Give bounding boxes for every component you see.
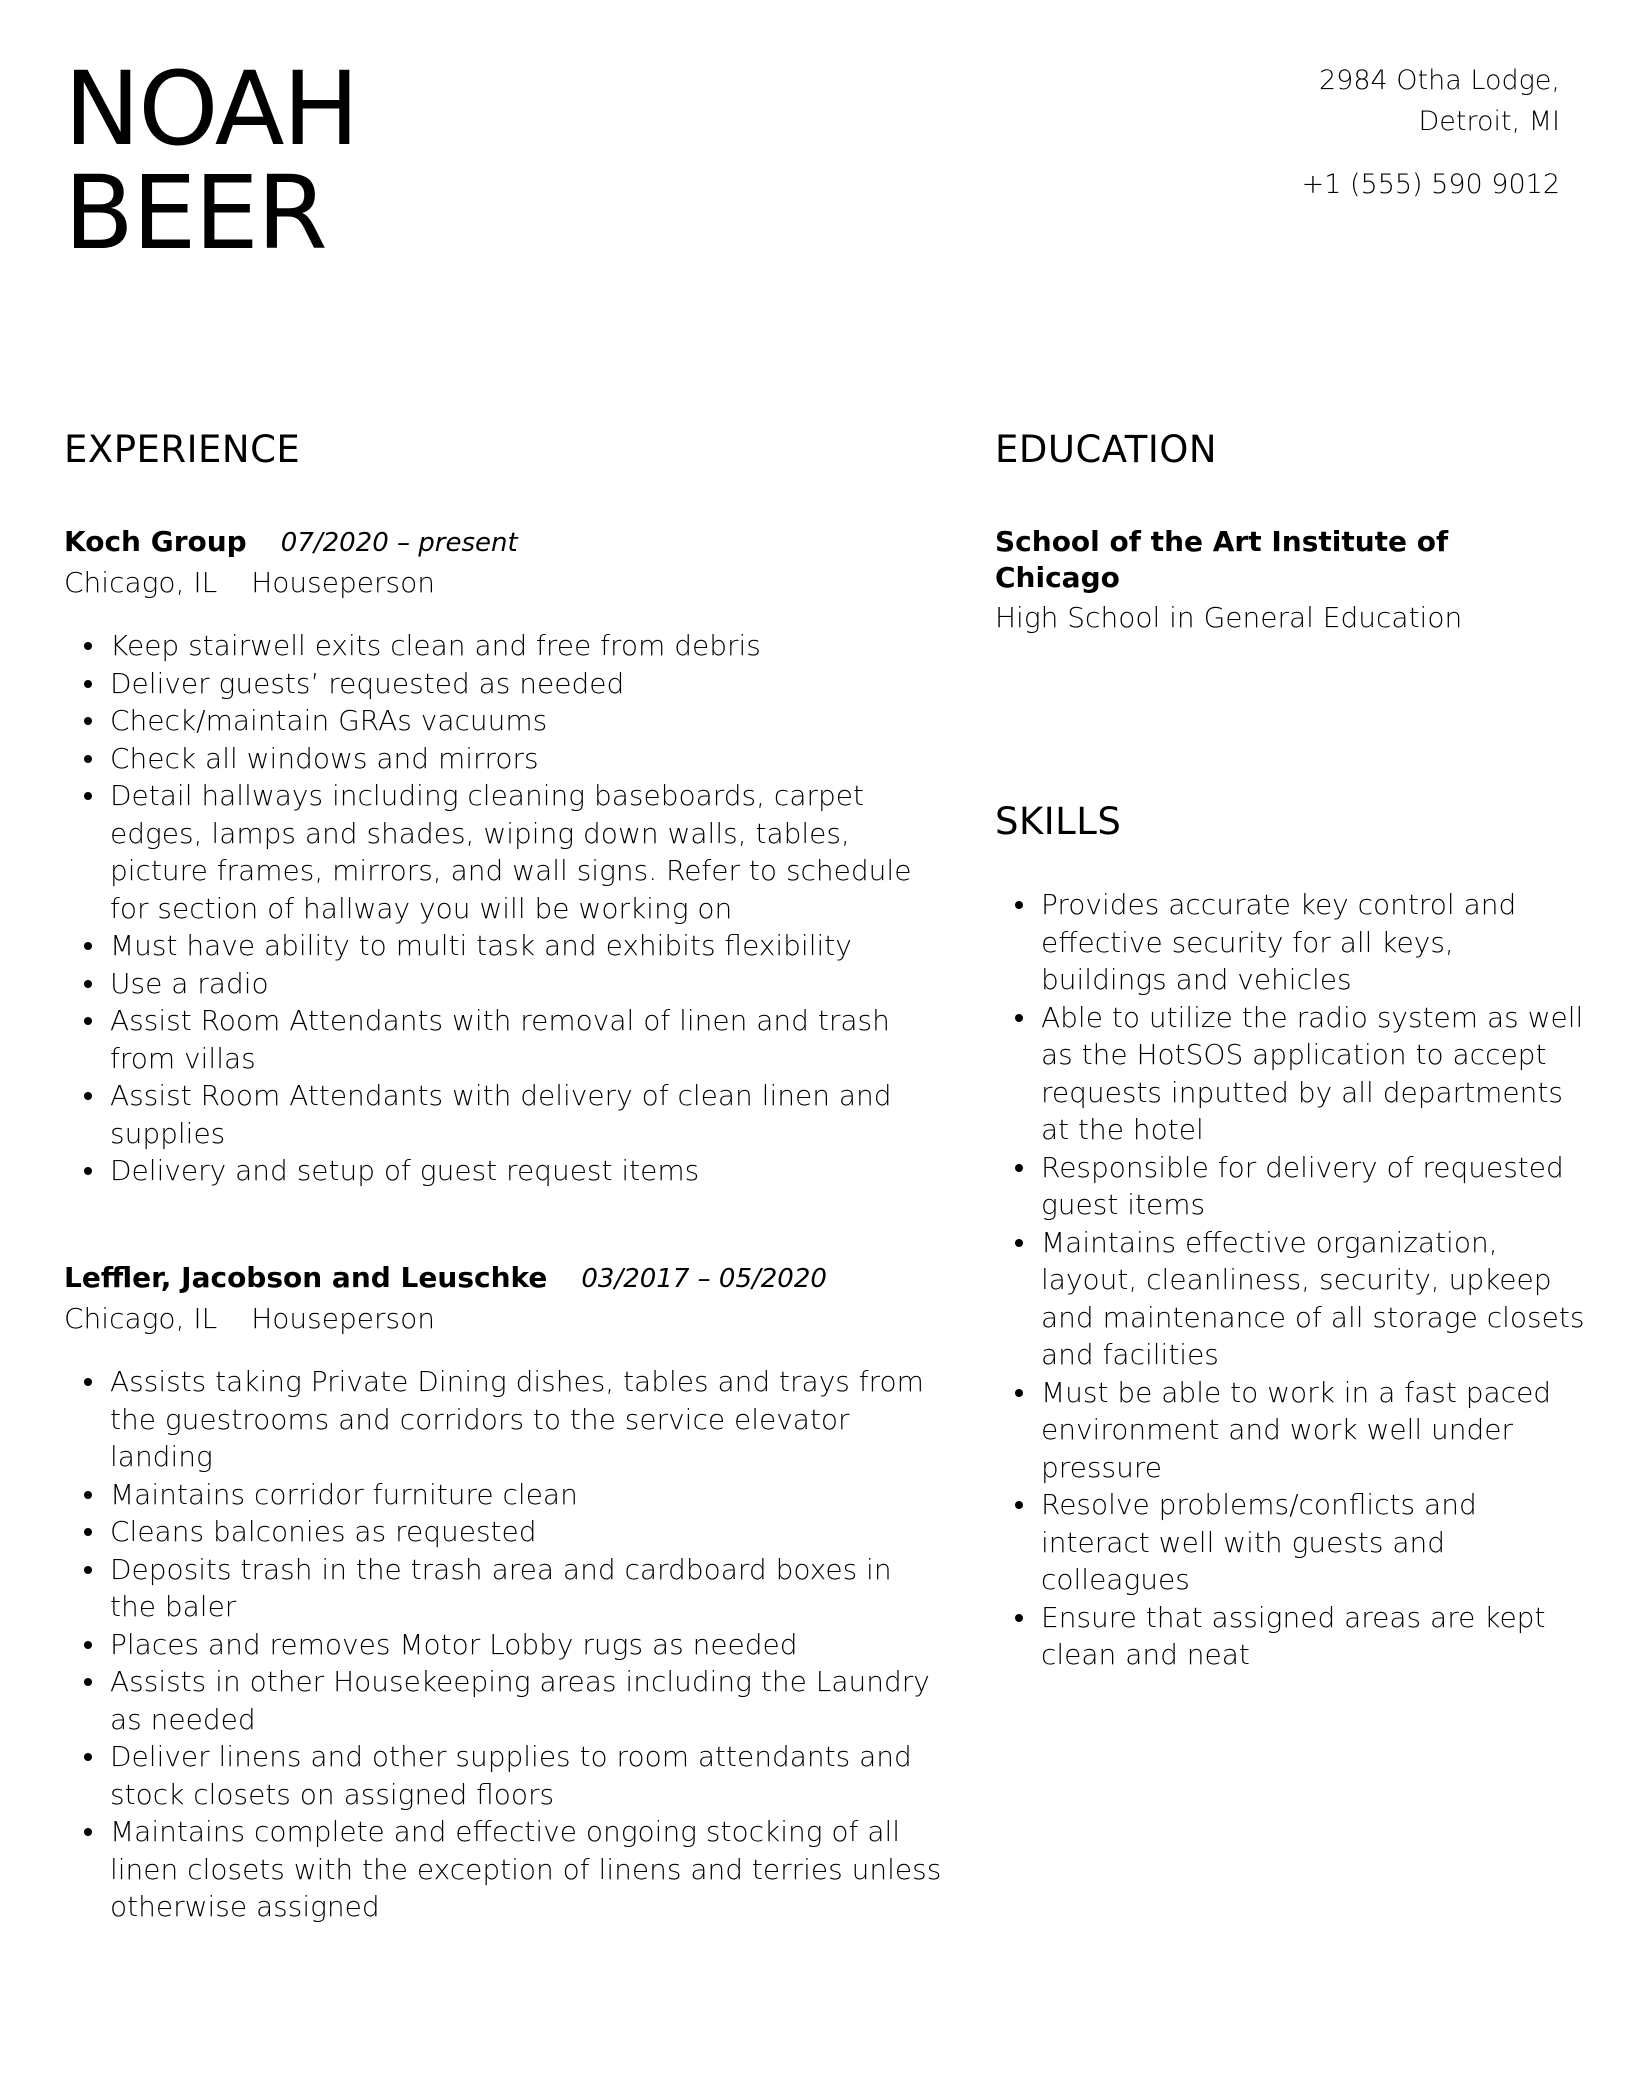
list-item: Able to utilize the radio system as well as the HotSOS application to accept requests inputted by all departments at the hotel — [995, 999, 1585, 1149]
skills-list — [995, 886, 1585, 1674]
list-item: Provides accurate key control and effective security for all keys, buildings and vehicles — [995, 886, 1585, 999]
address-line-2: Detroit, MI — [1418, 106, 1560, 137]
skills-list-wrapper — [995, 886, 1585, 1674]
company-name: Koch Group — [64, 525, 247, 558]
education-heading: EDUCATION — [995, 428, 1218, 471]
phone-number: +1 (555) 590 9012 — [1301, 169, 1560, 200]
list-item: Assist Room Attendants with delivery of clean linen and supplies — [64, 1077, 944, 1152]
experience-heading: EXPERIENCE — [64, 428, 301, 471]
company-name: Leffler, Jacobson and Leuschke — [64, 1261, 548, 1294]
list-item: Cleans balconies as requested — [64, 1513, 944, 1551]
list-item: Deliver linens and other supplies to room attendants and stock closets on assigned floors — [64, 1738, 944, 1813]
contact-block — [1302, 60, 1560, 205]
job-bullets — [64, 1363, 944, 1926]
list-item: Resolve problems/conflicts and interact well with guests and colleagues — [995, 1486, 1585, 1599]
first-name: NOAH — [64, 50, 358, 169]
list-item: Assist Room Attendants with removal of linen and trash from villas — [64, 1002, 944, 1077]
job-bullets — [64, 627, 944, 1190]
job-role: Houseperson — [251, 566, 435, 599]
job-header — [64, 524, 944, 561]
list-item: Ensure that assigned areas are kept clean and neat — [995, 1599, 1585, 1674]
address-line-1: 2984 Otha Lodge, — [1319, 65, 1560, 96]
degree: High School in General Education — [995, 601, 1463, 634]
job-dates: 03/2017 – 05/2020 — [581, 1264, 827, 1294]
list-item: Must have ability to multi task and exhibits flexibility — [64, 927, 944, 965]
school-name: School of the Art Institute of Chicago — [995, 525, 1449, 594]
list-item: Deliver guests’ requested as needed — [64, 665, 944, 703]
list-item: Use a radio — [64, 965, 944, 1003]
list-item: Must be able to work in a fast paced environment and work well under pressure — [995, 1374, 1585, 1487]
job-location: Chicago, IL — [64, 566, 218, 599]
education-entry — [995, 524, 1575, 640]
job-location: Chicago, IL — [64, 1302, 218, 1335]
list-item: Detail hallways including cleaning baseboards, carpet edges, lamps and shades, wiping down walls, tables, picture frames, mirrors, and wall signs. Refer to schedule for section of hallway you will be working on — [64, 777, 944, 927]
list-item: Places and removes Motor Lobby rugs as needed — [64, 1626, 944, 1664]
list-item: Delivery and setup of guest request items — [64, 1152, 944, 1190]
list-item: Maintains effective organization, layout, cleanliness, security, upkeep and maintenance of all storage closets and facilities — [995, 1224, 1585, 1374]
last-name: BEER — [64, 154, 326, 273]
list-item: Maintains complete and effective ongoing stocking of all linen closets with the exception of linens and terries unless otherwise assigned — [64, 1813, 944, 1926]
list-item: Check all windows and mirrors — [64, 740, 944, 778]
list-item: Check/maintain GRAs vacuums — [64, 702, 944, 740]
job-dates: 07/2020 – present — [280, 528, 518, 558]
candidate-name — [64, 50, 358, 273]
job-header — [64, 1260, 944, 1297]
list-item: Assists taking Private Dining dishes, tables and trays from the guestrooms and corridors to the service elevator landing — [64, 1363, 944, 1476]
list-item: Assists in other Housekeeping areas including the Laundry as needed — [64, 1663, 944, 1738]
list-item: Keep stairwell exits clean and free from debris — [64, 627, 944, 665]
job-entry — [64, 524, 944, 1190]
job-subheader — [64, 561, 944, 605]
job-role: Houseperson — [251, 1302, 435, 1335]
skills-heading: SKILLS — [995, 800, 1122, 843]
list-item: Maintains corridor furniture clean — [64, 1476, 944, 1514]
list-item: Responsible for delivery of requested guest items — [995, 1149, 1585, 1224]
job-subheader — [64, 1297, 944, 1341]
job-entry — [64, 1260, 944, 1926]
list-item: Deposits trash in the trash area and cardboard boxes in the baler — [64, 1551, 944, 1626]
